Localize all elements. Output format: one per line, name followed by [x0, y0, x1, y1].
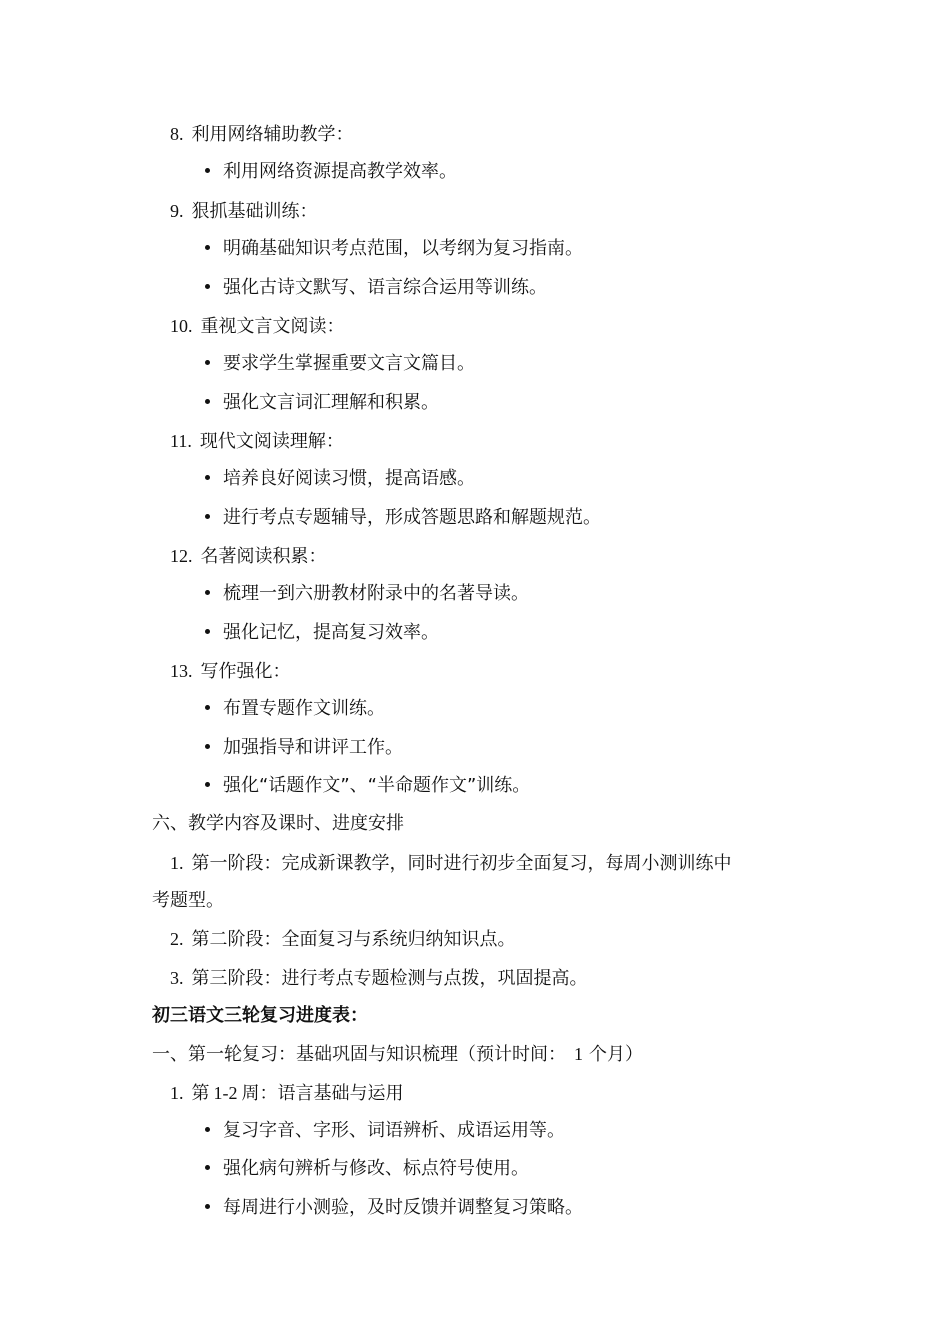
bullet-icon: [205, 1127, 210, 1132]
schedule-title: 初三语文三轮复习进度表：: [152, 1005, 368, 1026]
bullet-text: 强化记忆，提高复习效率。: [223, 622, 439, 643]
list-item-8: [170, 122, 354, 147]
bullet-icon: [205, 590, 210, 595]
bullet-item: [205, 391, 439, 415]
week-item: [170, 1081, 404, 1106]
bullet-icon: [205, 284, 210, 289]
item-number: 8.: [170, 124, 184, 144]
stage-item-3: [170, 966, 588, 991]
bullet-icon: [205, 360, 210, 365]
item-number: 13.: [170, 661, 193, 681]
bullet-text: 利用网络资源提高教学效率。: [223, 161, 457, 182]
bullet-item: [205, 276, 547, 300]
bullet-text: 要求学生掌握重要文言文篇目。: [223, 353, 475, 374]
bullet-icon: [205, 168, 210, 173]
item-text: 重视文言文阅读：: [200, 316, 345, 337]
bullet-text: 加强指导和讲评工作。: [223, 737, 403, 758]
bullet-item: [205, 352, 475, 376]
round1-heading-suffix: 个月）: [589, 1044, 643, 1065]
list-item-11: [170, 429, 344, 454]
bullet-icon: [205, 475, 210, 480]
stage-item-1-continuation: 考题型。: [152, 890, 224, 911]
bullet-icon: [205, 1165, 210, 1170]
bullet-item: [205, 160, 457, 184]
list-item-12: [170, 544, 327, 569]
bullet-icon: [205, 245, 210, 250]
stage-item-1: [170, 851, 732, 876]
bullet-item: [205, 621, 439, 645]
section-heading: 六、教学内容及课时、进度安排: [152, 813, 404, 834]
bullet-icon: [205, 1204, 210, 1209]
item-text: 第三阶段：进行考点专题检测与点拨，巩固提高。: [191, 968, 588, 989]
item-number: 2.: [170, 929, 184, 949]
bullet-text: 强化文言词汇理解和积累。: [223, 392, 439, 413]
round1-duration-number: 1: [574, 1044, 583, 1064]
item-text: 狠抓基础训练：: [191, 201, 318, 222]
bullet-icon: [205, 744, 210, 749]
list-item-13: [170, 659, 291, 684]
item-text: 现代文阅读理解：: [199, 431, 344, 452]
bullet-item: [205, 582, 529, 606]
list-item-9: [170, 199, 318, 224]
week-text: 周：语言基础与运用: [241, 1083, 404, 1104]
stage-item-2: [170, 927, 516, 952]
round1-heading-text: 一、第一轮复习：基础巩固与知识梳理（预计时间：: [152, 1044, 566, 1065]
bullet-item: [205, 237, 583, 261]
bullet-text: 梳理一到六册教材附录中的名著导读。: [223, 583, 529, 604]
bullet-icon: [205, 399, 210, 404]
item-text: 名著阅读积累：: [200, 546, 327, 567]
bullet-text: 强化病句辨析与修改、标点符号使用。: [223, 1158, 529, 1179]
bullet-icon: [205, 514, 210, 519]
bullet-icon: [205, 782, 210, 787]
week-range: 1-2: [213, 1083, 238, 1103]
bullet-text: 复习字音、字形、词语辨析、成语运用等。: [223, 1120, 565, 1141]
bullet-item: [205, 506, 601, 530]
bullet-text: 明确基础知识考点范围，以考纲为复习指南。: [223, 238, 583, 259]
item-number: 1.: [170, 853, 184, 873]
bullet-item: [205, 1119, 565, 1143]
bullet-item: [205, 1196, 583, 1220]
round1-heading: [152, 1042, 643, 1067]
item-number: 12.: [170, 546, 193, 566]
item-text: 第一阶段：完成新课教学，同时进行初步全面复习，每周小测训练中: [191, 853, 732, 874]
bullet-icon: [205, 705, 210, 710]
week-prefix: 第: [191, 1083, 210, 1104]
bullet-item: [205, 697, 385, 721]
bullet-text: 强化“话题作文”、“半命题作文”训练。: [223, 775, 531, 796]
item-number: 10.: [170, 316, 193, 336]
bullet-text: 每周进行小测验，及时反馈并调整复习策略。: [223, 1197, 583, 1218]
bullet-item: [205, 1157, 529, 1181]
item-text: 利用网络辅助教学：: [191, 124, 354, 145]
bullet-item: [205, 467, 475, 491]
bullet-item: [205, 736, 403, 760]
bullet-text: 培养良好阅读习惯，提高语感。: [223, 468, 475, 489]
bullet-text: 进行考点专题辅导，形成答题思路和解题规范。: [223, 507, 601, 528]
item-number: 11.: [170, 431, 192, 451]
item-text: 第二阶段：全面复习与系统归纳知识点。: [191, 929, 516, 950]
item-number: 9.: [170, 201, 184, 221]
item-number: 1.: [170, 1083, 184, 1103]
bullet-text: 布置专题作文训练。: [223, 698, 385, 719]
bullet-icon: [205, 629, 210, 634]
item-number: 3.: [170, 968, 184, 988]
bullet-item: [205, 774, 530, 798]
item-text: 写作强化：: [200, 661, 291, 682]
list-item-10: [170, 314, 345, 339]
bullet-text: 强化古诗文默写、语言综合运用等训练。: [223, 277, 547, 298]
